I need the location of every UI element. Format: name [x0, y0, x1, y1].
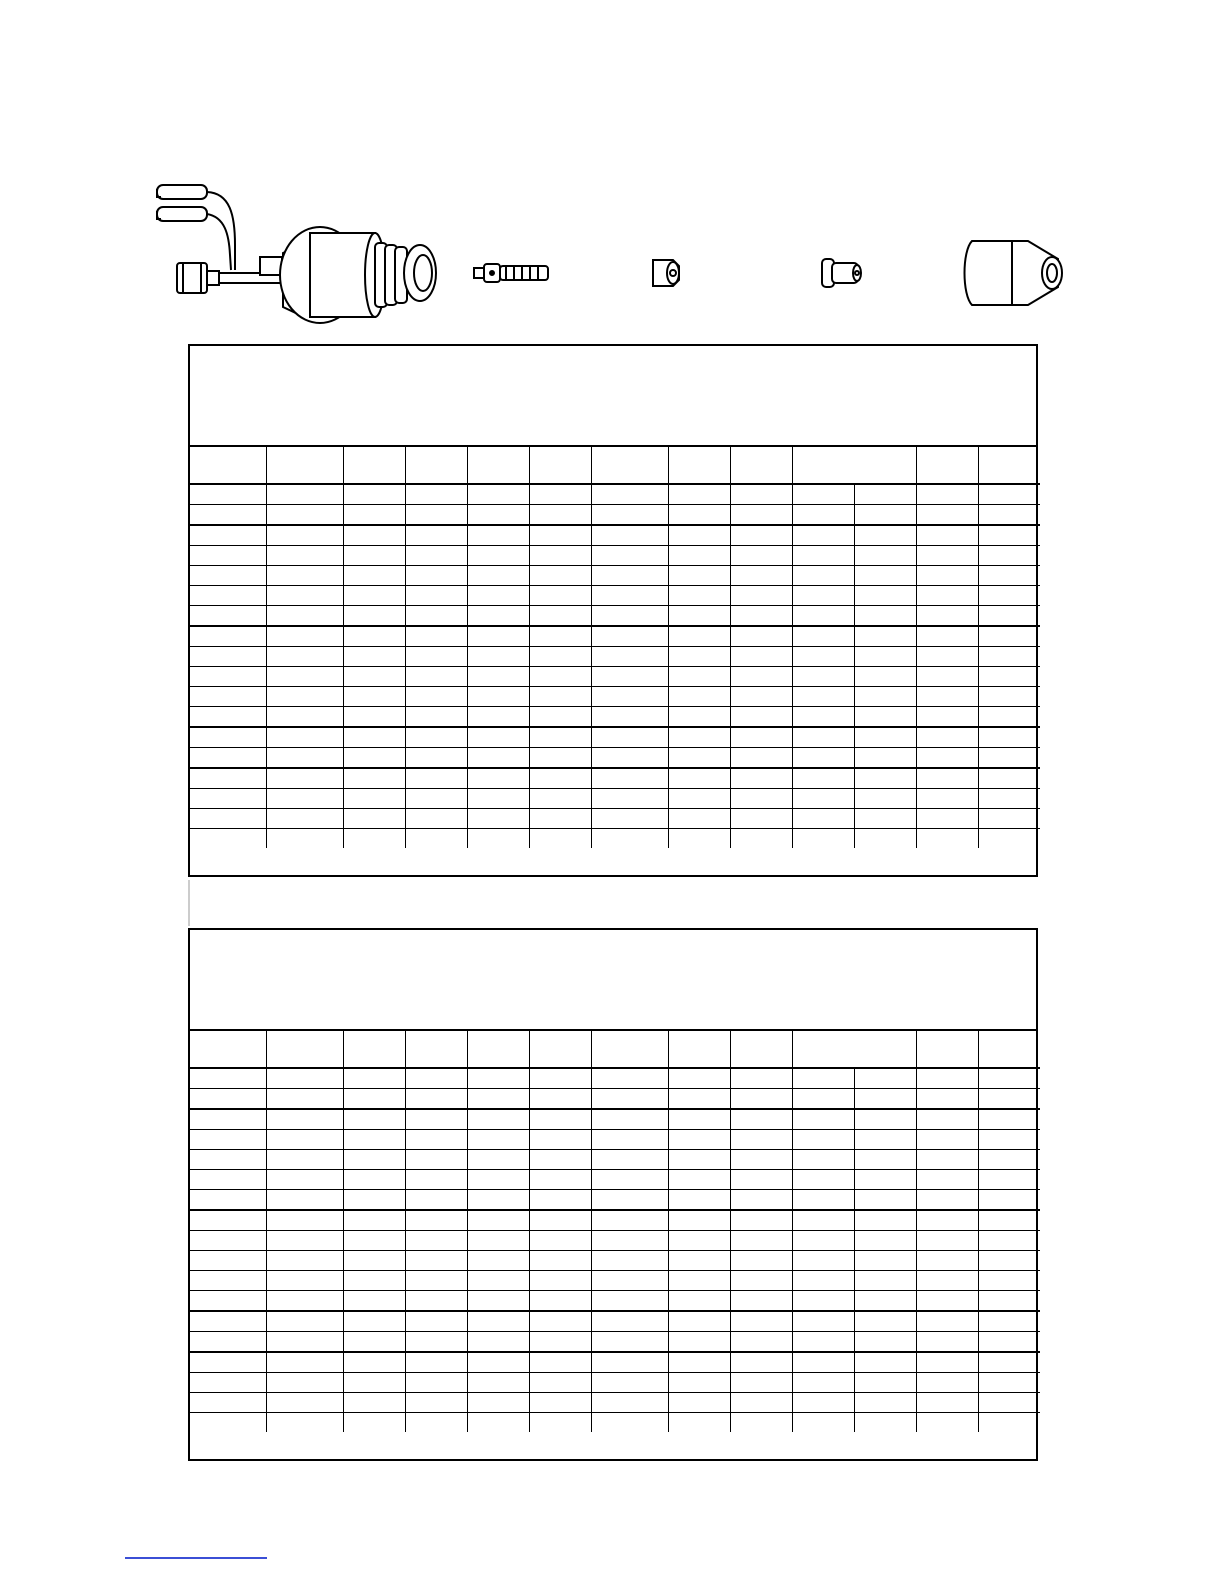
table-row	[190, 1393, 1040, 1413]
table-row	[190, 1413, 1040, 1433]
table-row	[190, 1332, 1040, 1353]
table-row	[190, 606, 1040, 627]
upper-table-grid	[190, 447, 1040, 848]
table-row	[190, 484, 1040, 505]
electrode-icon	[470, 258, 555, 288]
table-row	[190, 1130, 1040, 1150]
table-header-row	[190, 447, 1040, 484]
upper-table	[188, 344, 1038, 877]
table-row	[190, 1190, 1040, 1211]
table-row	[190, 647, 1040, 667]
table-row	[190, 566, 1040, 586]
torch-head-icon	[135, 175, 445, 330]
table-row	[190, 1352, 1040, 1373]
swirl-ring-icon	[645, 256, 685, 290]
table-row	[190, 707, 1040, 728]
lower-table-grid	[190, 1031, 1040, 1432]
table-row	[190, 1210, 1040, 1231]
table-row	[190, 505, 1040, 526]
margin-bar	[188, 880, 190, 926]
lower-table-title	[190, 930, 1036, 1031]
table-row	[190, 1251, 1040, 1271]
table-row	[190, 727, 1040, 748]
table-row	[190, 1311, 1040, 1332]
table-row	[190, 1109, 1040, 1130]
table-row	[190, 748, 1040, 769]
table-row	[190, 1150, 1040, 1170]
table-row	[190, 626, 1040, 647]
lower-table	[188, 928, 1038, 1461]
table-row	[190, 1231, 1040, 1251]
table-row	[190, 829, 1040, 849]
footer-link-rule[interactable]	[125, 1557, 267, 1559]
table-row	[190, 667, 1040, 687]
table-row	[190, 768, 1040, 789]
parts-illustrations	[0, 0, 1224, 330]
table-row	[190, 809, 1040, 829]
table-row	[190, 525, 1040, 546]
table-row	[190, 1373, 1040, 1393]
table-row	[190, 1271, 1040, 1291]
nozzle-icon	[818, 255, 866, 291]
table-row	[190, 1291, 1040, 1312]
table-header-row	[190, 1031, 1040, 1068]
shield-cup-icon	[958, 235, 1068, 310]
table-row	[190, 546, 1040, 566]
table-row	[190, 687, 1040, 707]
table-row	[190, 1089, 1040, 1110]
table-row	[190, 1068, 1040, 1089]
table-row	[190, 586, 1040, 606]
table-row	[190, 789, 1040, 809]
upper-table-title	[190, 346, 1036, 447]
table-row	[190, 1170, 1040, 1190]
